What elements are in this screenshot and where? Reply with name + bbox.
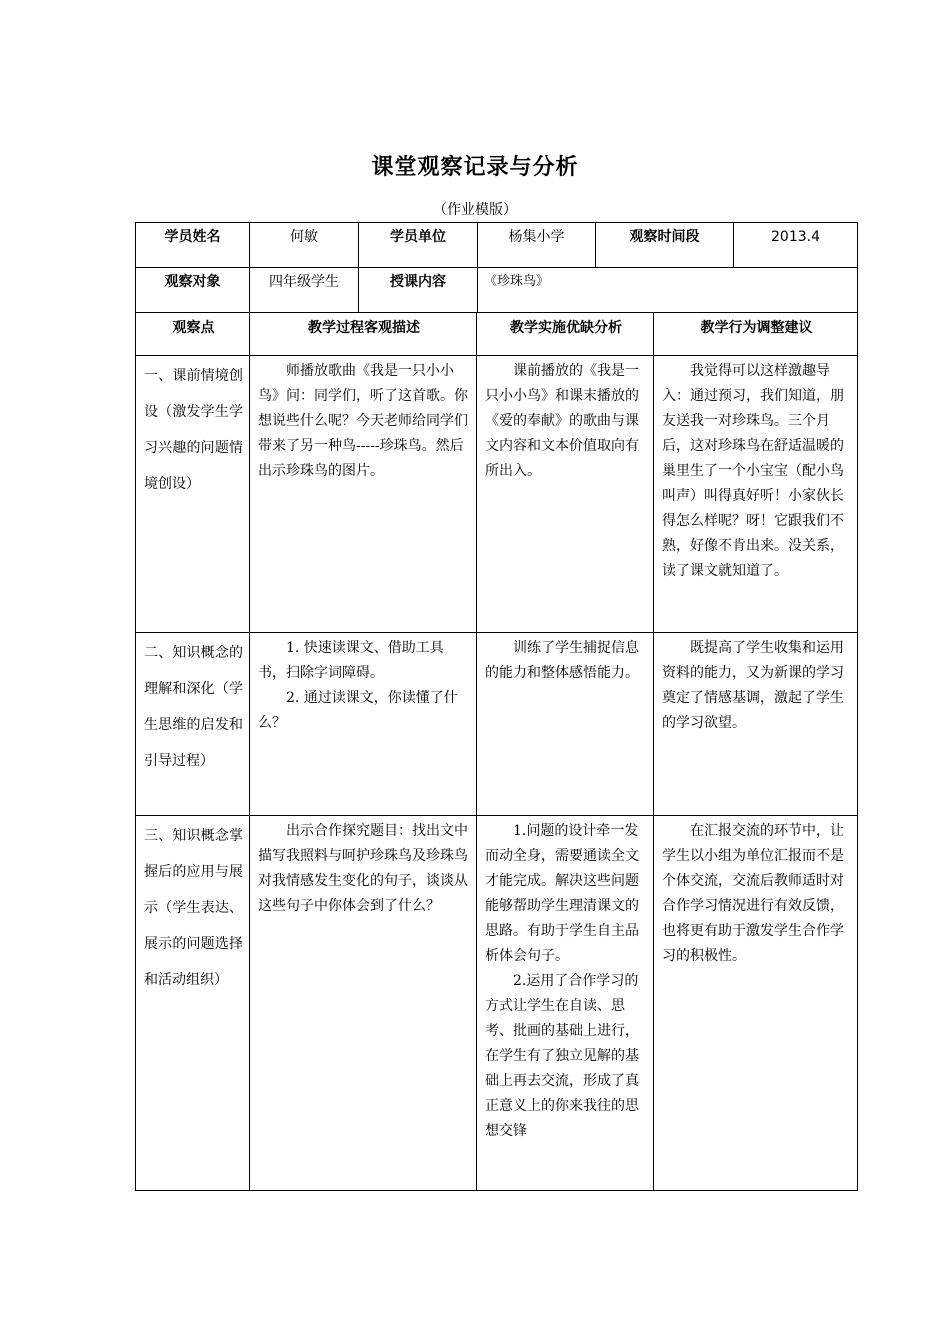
header-suggestion: 教学行为调整建议: [654, 313, 858, 356]
header-process: 教学过程客观描述: [250, 313, 477, 356]
time-label: 观察时间段: [596, 223, 734, 268]
unit-label: 学员单位: [359, 223, 478, 268]
process-cell: [250, 356, 477, 633]
analysis-text: 训练了学生捕捉信息的能力和整体感悟能力。: [485, 640, 639, 681]
content-label: 授课内容: [359, 268, 478, 313]
student-name-label: 学员姓名: [136, 223, 250, 268]
suggestion-text: 我觉得可以这样激趣导入：通过预习，我们知道，朋友送我一对珍珠鸟。三个月后，这对珍珠鸟在舒适温暖的巢里生了一个小宝宝（配小鸟叫声）叫得真好听！小家伙长得怎么样呢？呀！它跟我们不熟，好像不肯出来。没关系，读了课文就知道了。: [662, 363, 844, 579]
info-table-row-1: [135, 222, 858, 268]
student-name-value: 何敏: [250, 223, 359, 268]
table-header-row: [136, 313, 858, 356]
info-table-row-2: [135, 267, 858, 313]
table-row: [136, 633, 858, 816]
header-analysis: 教学实施优缺分析: [477, 313, 654, 356]
observation-point: 一、课前情境创设（激发学生学习兴趣的问题情境创设）: [136, 356, 250, 633]
suggestion-text: 在汇报交流的环节中，让学生以小组为单位汇报而不是个体交流，交流后教师适时对合作学习情况进行有效反馈，也将更有助于激发学生合作学习的积极性。: [662, 823, 844, 964]
suggestion-cell: [654, 356, 858, 633]
analysis-cell: [477, 633, 654, 816]
table-row: [136, 356, 858, 633]
process-text: 师播放歌曲《我是一只小小鸟》问：同学们，听了这首歌。你想说些什么呢？今天老师给同学们带来了另一种鸟-----珍珠鸟。然后出示珍珠鸟的图片。: [258, 363, 468, 479]
process-text: 2. 通过读课文，你读懂了什么？: [258, 690, 458, 731]
process-cell: [250, 633, 477, 816]
observation-table: [135, 312, 858, 1191]
header-point: 观察点: [136, 313, 250, 356]
suggestion-cell: [654, 633, 858, 816]
analysis-text: 课前播放的《我是一只小小鸟》和课末播放的《爱的奉献》的歌曲与课文内容和文本价值取向有所出入。: [485, 363, 639, 479]
table-row: [136, 816, 858, 1191]
page-subtitle: （作业模版）: [433, 202, 517, 218]
suggestion-text: 既提高了学生收集和运用资料的能力，又为新课的学习奠定了情感基调，激起了学生的学习欲望。: [662, 640, 844, 731]
observation-point: 三、知识概念掌握后的应用与展示（学生表达、展示的问题选择和活动组织）: [136, 816, 250, 1191]
time-value: 2013.4: [734, 223, 858, 268]
content-value: 《珍珠鸟》: [478, 268, 858, 313]
analysis-text: 1.问题的设计牵一发而动全身，需要通读全文才能完成。解决这些问题能够帮助学生理清课文的思路。有助于学生自主品析体会句子。: [485, 823, 639, 964]
unit-value: 杨集小学: [478, 223, 596, 268]
process-cell: [250, 816, 477, 1191]
process-text: 1. 快速读课文、借助工具书，扫除字词障碍。: [258, 640, 444, 681]
object-label: 观察对象: [136, 268, 250, 313]
analysis-text: 2.运用了合作学习的方式让学生在自读、思考、批画的基础上进行，在学生有了独立见解的基础上再去交流，形成了真正意义上的你来我往的思想交锋: [485, 973, 639, 1139]
object-value: 四年级学生: [250, 268, 359, 313]
observation-point: 二、知识概念的理解和深化（学生思维的启发和引导过程）: [136, 633, 250, 816]
analysis-cell: [477, 816, 654, 1191]
suggestion-cell: [654, 816, 858, 1191]
process-text: 出示合作探究题目：找出文中描写我照料与呵护珍珠鸟及珍珠鸟对我情感发生变化的句子，谈谈从这些句子中你体会到了什么？: [258, 823, 468, 914]
page-title: 课堂观察记录与分析: [371, 155, 579, 180]
analysis-cell: [477, 356, 654, 633]
